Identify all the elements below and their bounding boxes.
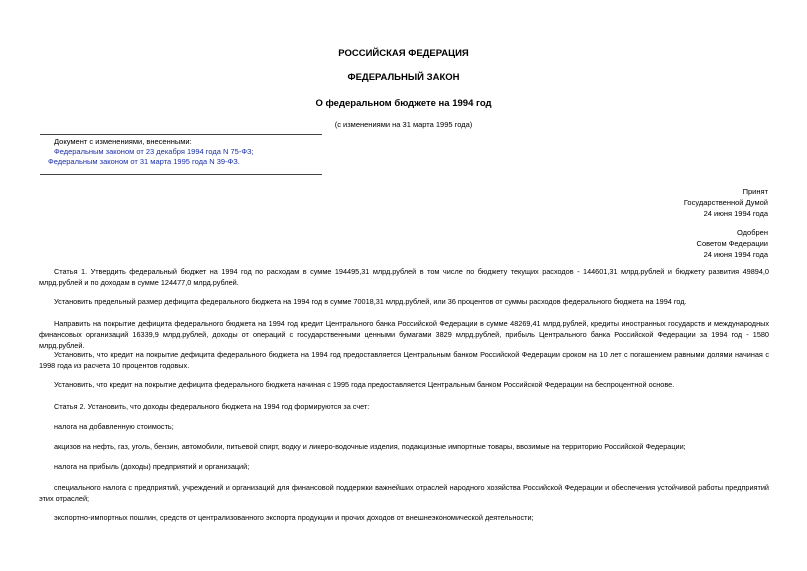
approved-block [697,227,768,260]
amendments-intro: Документ с изменениями, внесенными: [54,137,192,146]
approved-date: 24 июня 1994 года [703,250,768,259]
article-1-paragraph: Статья 1. Утвердить федеральный бюджет на 1994 год по расходам в сумме 194495,31 млрд.рублей в том числе по бюджету текущих расходов - 144601,31 млрд.рублей и бюджету развития 49894,0 млрд.рублей и по доходам в сумме 124477,0 млрд.рублей. [39,267,769,287]
document-title: О федеральном бюджете на 1994 год [315,98,492,109]
credit-1995-paragraph: Установить, что кредит на покрытие дефицита федерального бюджета начиная с 1995 года предоставляется Центральным банком Российской Федерации на беспроцентной основе. [54,380,675,389]
article-2-paragraph: Статья 2. Установить, что доходы федерального бюджета на 1994 год формируются за счет: [54,402,370,411]
revenue-item-profit-tax: налога на прибыль (доходы) предприятий и организаций; [54,462,250,471]
deficit-limit-paragraph: Установить предельный размер дефицита федерального бюджета на 1994 год в сумме 70018,31 млрд.рублей, или 36 процентов от суммы расходов федерального бюджета на 1994 год. [54,297,687,306]
accepted-date: 24 июня 1994 года [703,209,768,218]
revenue-item-export-import: экспортно-импортных пошлин, средств от централизованного экспорта продукции и прочих доходов от внешнеэкономической деятельности; [54,513,534,522]
accepted-block [684,186,768,219]
amendment-link-1[interactable]: Федеральным законом от 23 декабря 1994 года N 75-ФЗ; [54,147,254,156]
accepted-label: Принят [742,187,768,196]
revenue-item-vat: налога на добавленную стоимость; [54,422,174,431]
amendment-link-2[interactable]: Федеральным законом от 31 марта 1995 года N 39-ФЗ. [48,157,240,166]
deficit-financing-paragraph: Направить на покрытие дефицита федерального бюджета на 1994 год кредит Центрального банка Российской Федерации в сумме 48269,41 млрд.рублей, кредиты иностранных государств и международных финансовых организаций 16339,9 млрд.рублей, доходы от операций с государственными ценными бумагами 3829 млрд.рублей, прибыль Центрального банка Российской Федерации за 1994 год - 1580 млрд.рублей. [39,319,769,350]
doc-type-heading: ФЕДЕРАЛЬНЫЙ ЗАКОН [347,72,460,83]
credit-terms-paragraph: Установить, что кредит на покрытие дефицита федерального бюджета на 1994 год предоставляется Центральным банком Российской Федерации сроком на 10 лет с погашением равными долями начиная с 1998 года из расчета 10 процентов годовых. [39,350,769,370]
revenue-item-special-tax: специального налога с предприятий, учреждений и организаций для финансовой поддержки важнейших отраслей народного хозяйства Российской Федерации и обеспечения устойчивой работы предприятий этих отраслей; [39,483,769,503]
revenue-item-excise: акцизов на нефть, газ, уголь, бензин, автомобили, питьевой спирт, водку и ликеро-водочные изделия, подакцизные импортные товары, ввозимые на территорию Российской Федерации; [54,442,686,451]
amendments-top-rule [40,134,322,135]
approved-label: Одобрен [737,228,768,237]
country-heading: РОССИЙСКАЯ ФЕДЕРАЦИЯ [338,48,469,59]
amendments-bottom-rule [40,174,322,175]
accepted-body: Государственной Думой [683,198,768,207]
revision-note: (с изменениями на 31 марта 1995 года) [334,120,473,129]
approved-body: Советом Федерации [696,239,768,248]
